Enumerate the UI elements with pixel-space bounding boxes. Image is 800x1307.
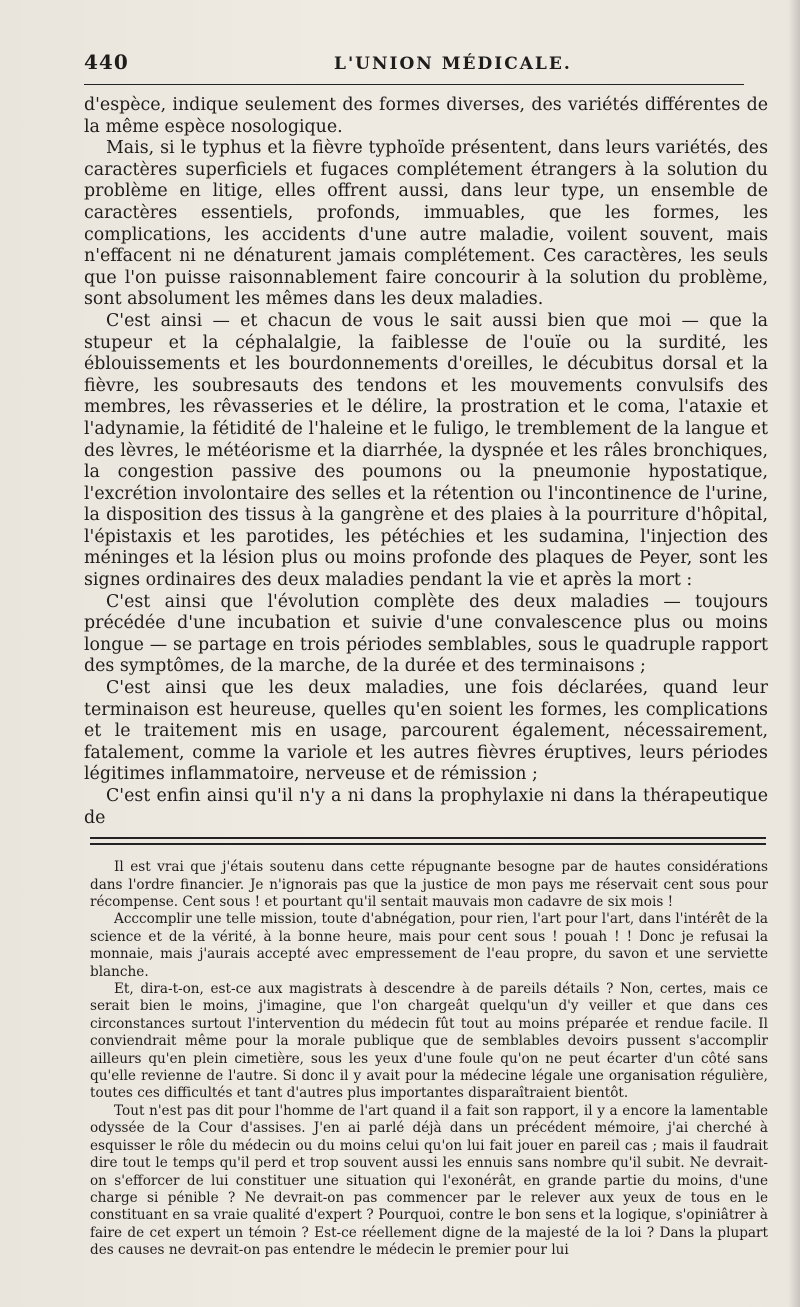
body-paragraph: C'est ainsi — et chacun de vous le sait aussi bien que moi — que la stupeur et la céphalalgie, la faiblesse de l'ouïe ou la surdité, les éblouissements et les bourdonnements d'oreilles, le décubitus dorsal et la fièvre, les soubresauts des tendons et les mouvements convulsifs des membres, les rêvasseries et le délire, la prostration et le coma, l'ataxie et l'adynamie, la fétidité de l'haleine et le fuligo, le tremblement de la langue et des lèvres, le météorisme et la diarrhée, la dyspnée et les râles bronchiques, la congestion passive des poumons ou la pneumonie hypostatique, l'excrétion involontaire des selles et la rétention ou l'incontinence de l'urine, la disposition des tissus à la gangrène et des plaies à la pourriture d'hôpital, l'épistaxis et les parotides, les pétéchies et les sudamina, l'injection des méninges et la lésion plus ou moins profonde des plaques de Peyer, sont les signes ordinaires des deux maladies pendant la vie et après la mort : (84, 310, 768, 591)
footnote-separator (90, 837, 766, 845)
page-number: 440 (84, 50, 129, 74)
footnote-paragraph: Tout n'est pas dit pour l'homme de l'art quand il a fait son rapport, il y a encore la lamentable odyssée de la Cour d'assises. J'en ai parlé déjà dans un précédent mémoire, j'ai cherché à esquisser le rôle du médecin ou du moins celui qu'on lui fait jouer en pareil cas ; mais il faudrait dire tout le temps qu'il perd et trop souvent aussi les ennuis sans nombre qu'il subit. Ne devrait-on s'efforcer de lui constituer une situation qui l'exonérât, en grande partie du moins, d'une charge si pénible ? Ne devrait-on pas commencer par le relever aux yeux de tous en le constituant en sa vraie qualité d'expert ? Pourquoi, contre le bon sens et la logique, s'opiniâtrer à faire de cet expert un témoin ? Est-ce réellement digne de la majesté de la loi ? Dans la plupart des causes ne devrait-on pas entendre le médecin le premier pour lui (90, 1102, 768, 1259)
footnotes (84, 859, 768, 1259)
page-edge-shadow (788, 0, 800, 1307)
header-rule (84, 84, 744, 85)
body-paragraph: C'est ainsi que les deux maladies, une fois déclarées, quand leur terminaison est heureuse, quelles qu'en soient les formes, les complications et le traitement mis en usage, parcourent également, nécessairement, fatalement, comme la variole et les autres fièvres éruptives, leurs périodes légitimes inflammatoire, nerveuse et de rémission ; (84, 678, 768, 785)
page-header (84, 50, 768, 80)
running-title: L'UNION MÉDICALE. (334, 54, 572, 74)
body-paragraph: Mais, si le typhus et la fièvre typhoïde présentent, dans leurs variétés, des caractères superficiels et fugaces complétement étrangers à la solution du problème en litige, elles offrent aussi, dans leur type, un ensemble de caractères essentiels, profonds, immuables, que les formes, les complications, les accidents d'une autre maladie, voilent souvent, mais n'effacent ni ne dénaturent jamais complétement. Ces caractères, les seuls que l'on puisse raisonnablement faire concourir à la solution du problème, sont absolument les mêmes dans les deux maladies. (84, 138, 768, 310)
footnote-paragraph: Il est vrai que j'étais soutenu dans cette répugnante besogne par de hautes considérations dans l'ordre financier. Je n'ignorais pas que la justice de mon pays me réservait cent sous pour récompense. Cent sous ! et pourtant qu'il sentait mauvais mon cadavre de six mois ! (90, 859, 768, 910)
main-body-text (84, 95, 768, 829)
body-paragraph: C'est ainsi que l'évolution complète des deux maladies — toujours précédée d'une incubation et suivie d'une convalescence plus ou moins longue — se partage en trois périodes semblables, sous le quadruple rapport des symptômes, de la marche, de la durée et des terminaisons ; (84, 591, 768, 677)
body-paragraph: C'est enfin ainsi qu'il n'y a ni dans la prophylaxie ni dans la thérapeutique de (84, 786, 768, 828)
footnote-paragraph: Acccomplir une telle mission, toute d'abnégation, pour rien, l'art pour l'art, dans l'intérêt de la science et de la vérité, à la bonne heure, mais pour cent sous ! pouah ! ! Donc je refusai la monnaie, mais j'aurais accepté avec empressement de l'eau propre, du savon et une serviette blanche. (90, 911, 768, 980)
body-paragraph: d'espèce, indique seulement des formes diverses, des variétés différentes de la même espèce nosologique. (84, 95, 768, 137)
footnote-paragraph: Et, dira-t-on, est-ce aux magistrats à descendre à de pareils détails ? Non, certes, mais ce serait bien le moins, j'imagine, que l'on chargeât quelqu'un d'y veiller et que dans ces circonstances surtout l'intervention du médecin fût tout au moins préparée et rendue facile. Il conviendrait même pour la morale publique que de semblables devoirs pussent s'accomplir ailleurs qu'en plein cimetière, sous les yeux d'une foule qu'on ne peut écarter d'un côté sans qu'elle revienne de l'autre. Si donc il y avait pour la médecine légale une organisation régulière, toutes ces difficultés et tant d'autres plus importantes disparaîtraient bientôt. (90, 981, 768, 1102)
